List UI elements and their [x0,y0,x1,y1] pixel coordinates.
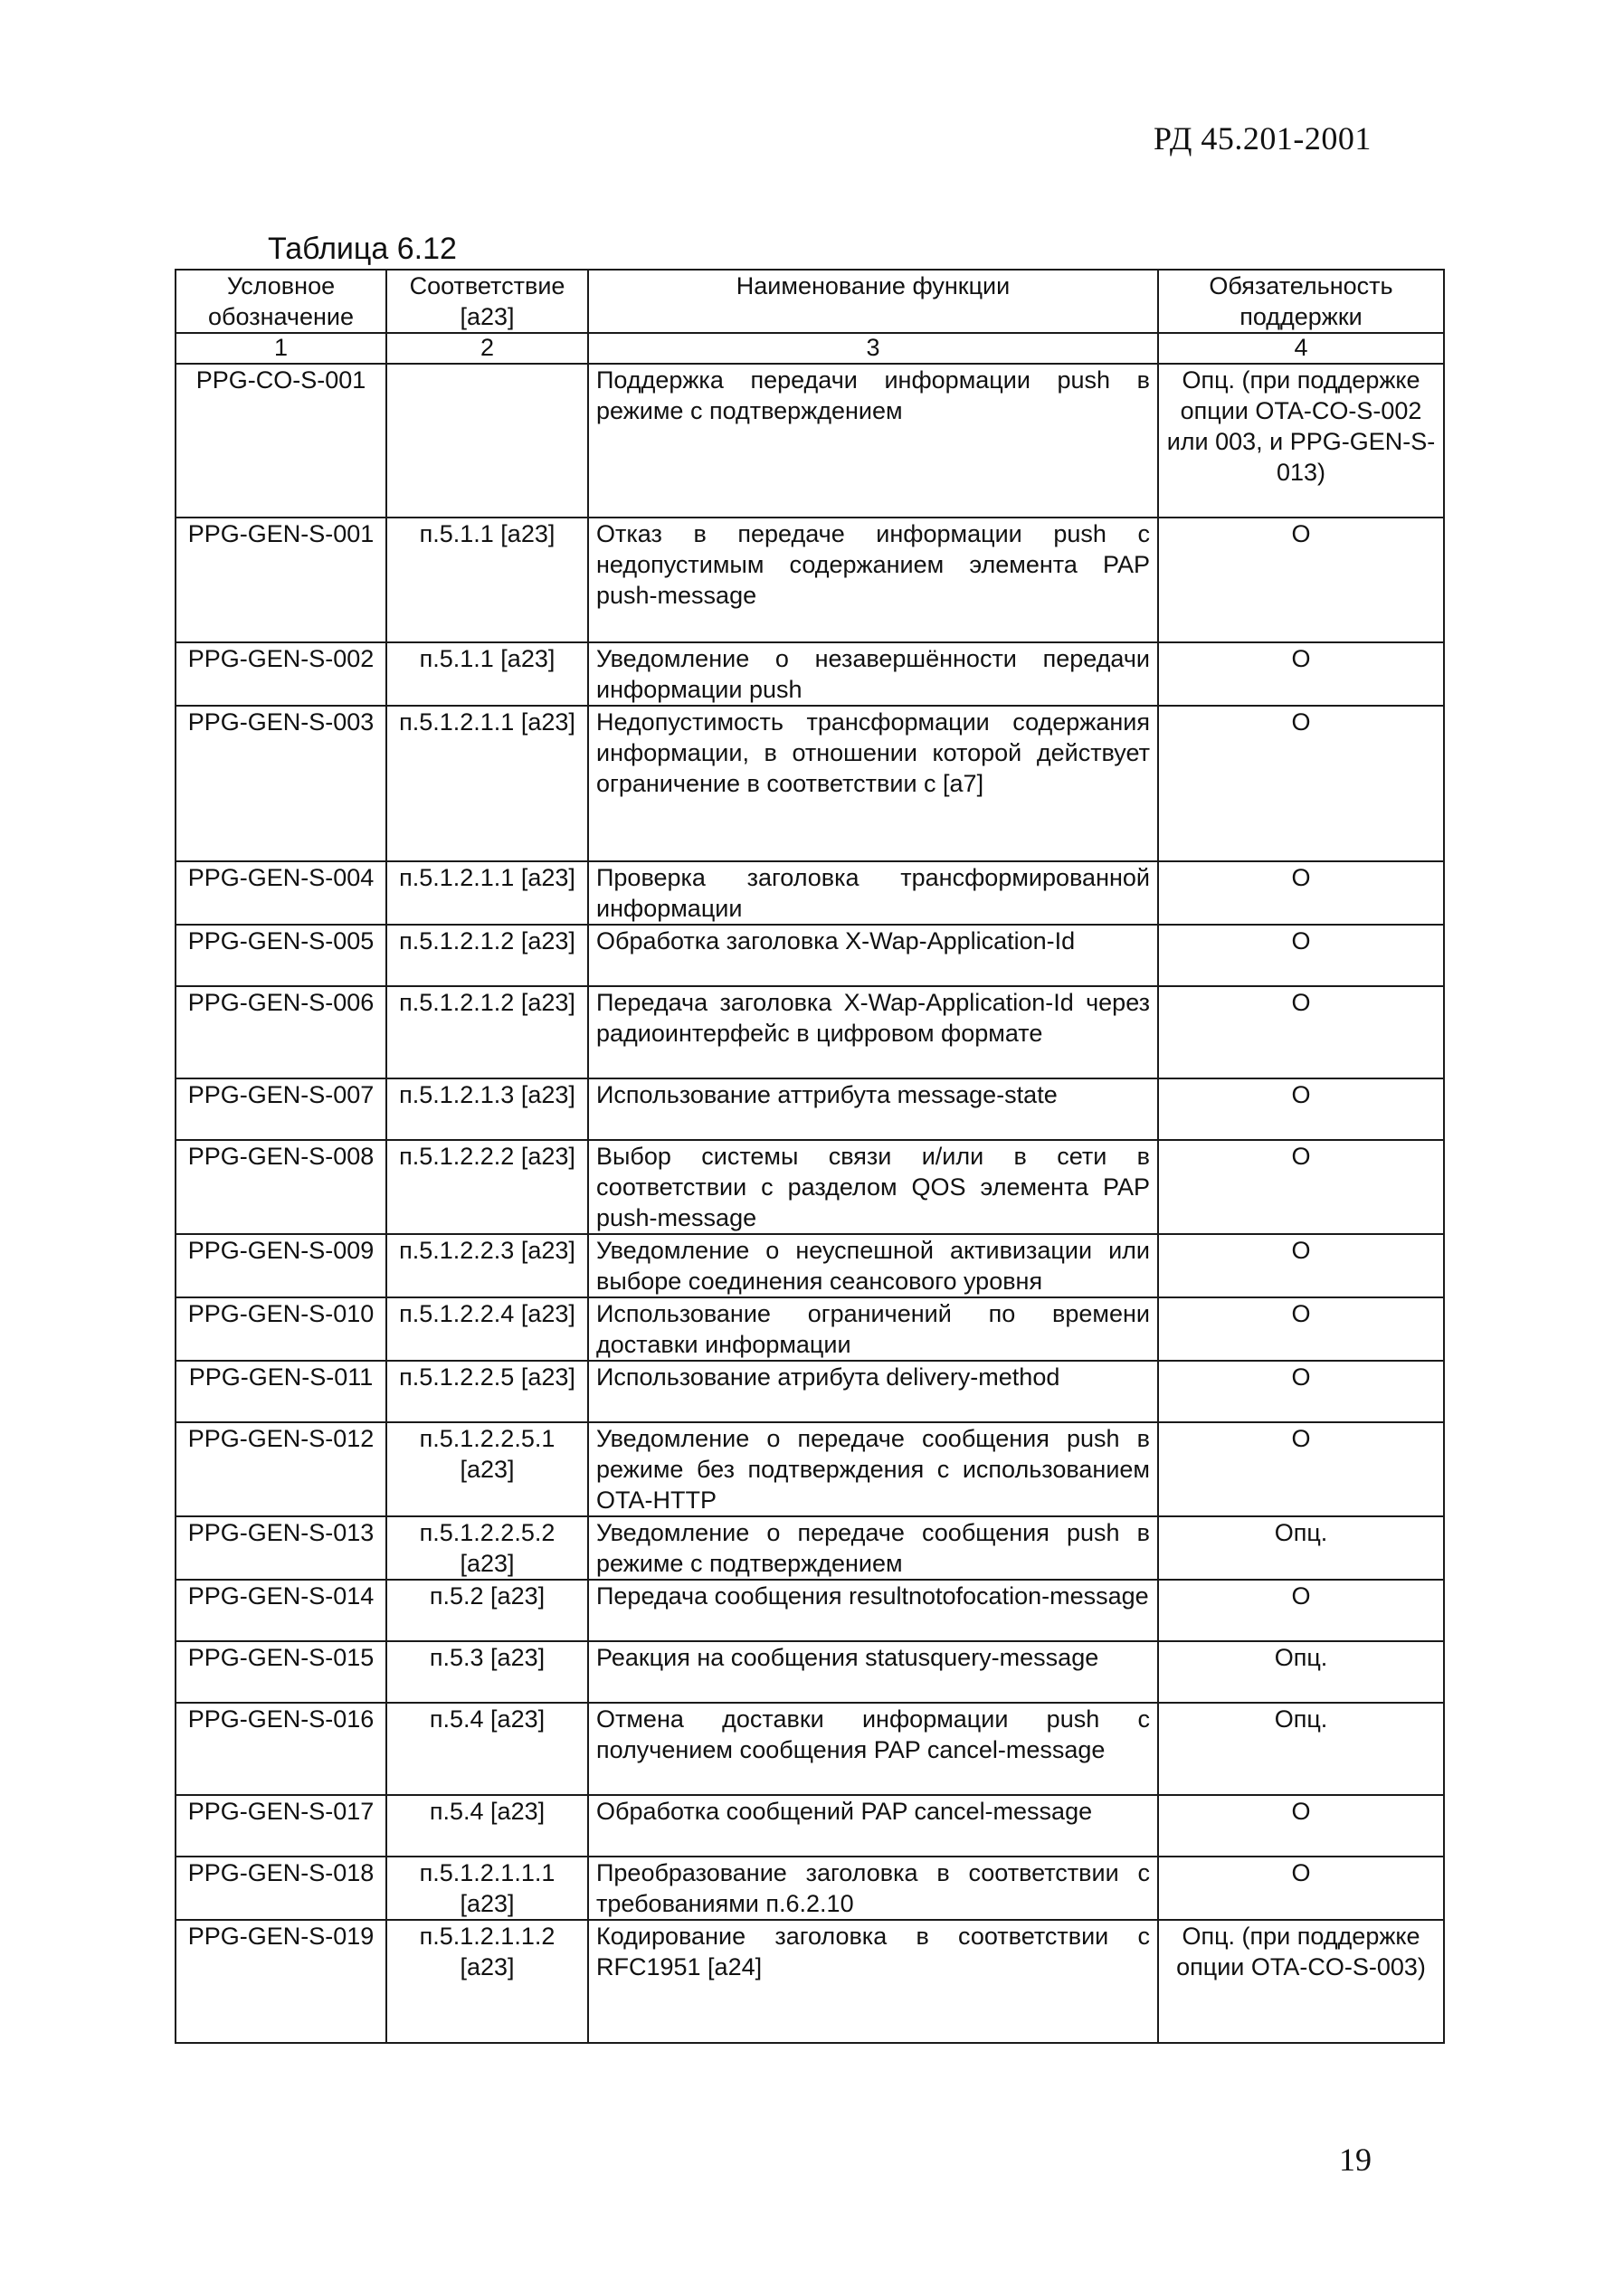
function-code: PPG-GEN-S-001 [176,518,386,642]
function-code: PPG-GEN-S-014 [176,1580,386,1641]
table-caption: Таблица 6.12 [268,232,457,266]
table-row [176,1580,1444,1641]
support-obligation: О [1158,1078,1444,1140]
support-obligation: О [1158,1580,1444,1641]
function-name: Реакция на сообщения statusquery-message [588,1641,1158,1703]
conformance-ref: п.5.1.2.2.4 [a23] [386,1297,588,1361]
function-code: PPG-GEN-S-008 [176,1140,386,1234]
conformance-ref: п.5.1.2.2.5.2 [a23] [386,1516,588,1580]
function-name: Уведомление о передаче сообщения push в режиме без подтверждения с использованием OTA-HTTP [588,1422,1158,1516]
column-number: 4 [1158,333,1444,364]
function-code: PPG-GEN-S-002 [176,642,386,706]
table-row [176,518,1444,642]
conformance-ref: п.5.1.2.1.1 [a23] [386,861,588,925]
table-row [176,1234,1444,1297]
function-code: PPG-GEN-S-007 [176,1078,386,1140]
support-obligation: Опц. [1158,1641,1444,1703]
table-row [176,1703,1444,1795]
document-code: РД 45.201-2001 [1154,120,1372,157]
conformance-ref [386,364,588,518]
function-code: PPG-GEN-S-019 [176,1920,386,2043]
table-row [176,1078,1444,1140]
conformance-ref: п.5.4 [a23] [386,1795,588,1857]
function-name: Использование аттрибута message-state [588,1078,1158,1140]
column-header: Соответствие [a23] [386,270,588,333]
function-code: PPG-GEN-S-012 [176,1422,386,1516]
column-number-row [176,333,1444,364]
conformance-ref: п.5.1.2.2.5.1 [a23] [386,1422,588,1516]
function-name: Передача сообщения resultnotofocation-message [588,1580,1158,1641]
table-row [176,364,1444,518]
support-obligation: О [1158,642,1444,706]
function-name: Уведомление о передаче сообщения push в режиме с подтверждением [588,1516,1158,1580]
support-obligation: О [1158,1140,1444,1234]
function-name: Использование ограничений по времени доставки информации [588,1297,1158,1361]
function-name: Выбор системы связи и/или в сети в соответствии с разделом QOS элемента PAP push-message [588,1140,1158,1234]
table-row [176,861,1444,925]
function-code: PPG-GEN-S-006 [176,986,386,1078]
support-obligation: О [1158,986,1444,1078]
conformance-ref: п.5.1.2.1.1 [a23] [386,706,588,861]
table-row [176,1140,1444,1234]
column-number: 2 [386,333,588,364]
function-name: Преобразование заголовка в соответствии с требованиями п.6.2.10 [588,1857,1158,1920]
function-code: PPG-GEN-S-018 [176,1857,386,1920]
support-obligation: Опц. [1158,1516,1444,1580]
function-name: Проверка заголовка трансформированной информации [588,861,1158,925]
table-row [176,706,1444,861]
support-obligation: О [1158,861,1444,925]
support-obligation: Опц. (при поддержке опции OTA-CO-S-002 или 003, и PPG-GEN-S-013) [1158,364,1444,518]
function-name: Уведомление о незавершённости передачи информации push [588,642,1158,706]
table-row [176,1795,1444,1857]
table-header-row [176,270,1444,333]
function-name: Обработка сообщений PAP cancel-message [588,1795,1158,1857]
support-obligation: О [1158,518,1444,642]
conformance-ref: п.5.1.2.2.2 [a23] [386,1140,588,1234]
support-obligation: О [1158,925,1444,986]
table-row [176,1422,1444,1516]
support-obligation: Опц. [1158,1703,1444,1795]
table-row [176,1920,1444,2043]
table-row [176,925,1444,986]
conformance-ref: п.5.1.2.1.2 [a23] [386,925,588,986]
conformance-ref: п.5.1.2.1.2 [a23] [386,986,588,1078]
conformance-ref: п.5.1.2.2.5 [a23] [386,1361,588,1422]
conformance-ref: п.5.1.2.1.1.2 [a23] [386,1920,588,2043]
function-name: Отмена доставки информации push с получением сообщения PAP cancel-message [588,1703,1158,1795]
column-header: Наименование функции [588,270,1158,333]
function-code: PPG-GEN-S-011 [176,1361,386,1422]
function-name: Обработка заголовка X-Wap-Application-Id [588,925,1158,986]
conformance-ref: п.5.1.2.1.1.1 [a23] [386,1857,588,1920]
function-name: Недопустимость трансформации содержания информации, в отношении которой действует ограничение в соответствии с [a7] [588,706,1158,861]
support-obligation: О [1158,1857,1444,1920]
function-name: Использование атрибута delivery-method [588,1361,1158,1422]
function-name: Передача заголовка X-Wap-Application-Id через радиоинтерфейс в цифровом формате [588,986,1158,1078]
column-number: 1 [176,333,386,364]
table-row [176,1641,1444,1703]
table-row [176,986,1444,1078]
function-table [175,269,1445,2044]
function-code: PPG-GEN-S-013 [176,1516,386,1580]
support-obligation: О [1158,1422,1444,1516]
conformance-ref: п.5.3 [a23] [386,1641,588,1703]
support-obligation: О [1158,1297,1444,1361]
function-code: PPG-GEN-S-017 [176,1795,386,1857]
table-row [176,1516,1444,1580]
column-number: 3 [588,333,1158,364]
conformance-ref: п.5.1.2.2.3 [a23] [386,1234,588,1297]
table-row [176,1857,1444,1920]
function-name: Поддержка передачи информации push в режиме с подтверждением [588,364,1158,518]
function-code: PPG-GEN-S-016 [176,1703,386,1795]
page-number: 19 [1339,2142,1372,2178]
support-obligation: Опц. (при поддержке опции OTA-CO-S-003) [1158,1920,1444,2043]
function-code: PPG-GEN-S-010 [176,1297,386,1361]
function-code: PPG-GEN-S-004 [176,861,386,925]
function-code: PPG-GEN-S-009 [176,1234,386,1297]
conformance-ref: п.5.1.1 [a23] [386,642,588,706]
conformance-ref: п.5.1.2.1.3 [a23] [386,1078,588,1140]
function-code: PPG-GEN-S-003 [176,706,386,861]
table-row [176,1297,1444,1361]
function-name: Уведомление о неуспешной активизации или выборе соединения сеансового уровня [588,1234,1158,1297]
conformance-ref: п.5.1.1 [a23] [386,518,588,642]
function-name: Отказ в передаче информации push с недопустимым содержанием элемента PAP push-message [588,518,1158,642]
support-obligation: О [1158,706,1444,861]
function-code: PPG-CO-S-001 [176,364,386,518]
conformance-ref: п.5.2 [a23] [386,1580,588,1641]
function-code: PPG-GEN-S-005 [176,925,386,986]
function-code: PPG-GEN-S-015 [176,1641,386,1703]
support-obligation: О [1158,1234,1444,1297]
column-header: Условное обозначение [176,270,386,333]
table-row [176,642,1444,706]
function-name: Кодирование заголовка в соответствии с RFC1951 [a24] [588,1920,1158,2043]
support-obligation: О [1158,1795,1444,1857]
conformance-ref: п.5.4 [a23] [386,1703,588,1795]
support-obligation: О [1158,1361,1444,1422]
column-header: Обязательность поддержки [1158,270,1444,333]
table-row [176,1361,1444,1422]
